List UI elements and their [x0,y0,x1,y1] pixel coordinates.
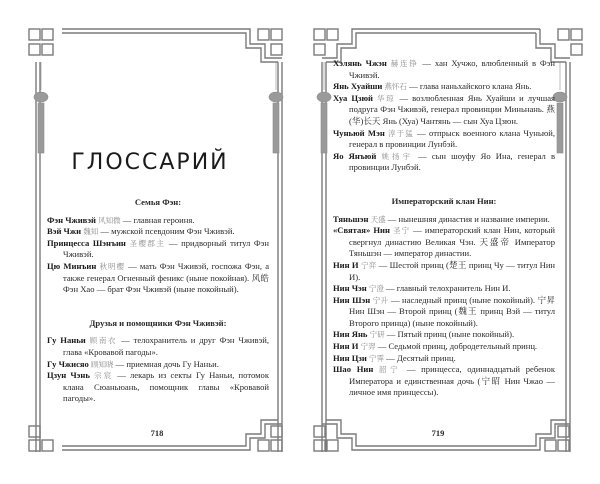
entry-text: — императорский клан Нин, который свергнул династию Великая Чэн. 天盛帝 Император Тяньшэн — император династии. [349,225,555,259]
glossary-entry [47,215,269,227]
glossary-entry [333,353,555,365]
entry-text: — сын шоуфу Яо Ина, генерал в провинции Лунбэй. [349,150,556,173]
entry-cjk: 风知微 [98,215,121,225]
entry-name: Нин Чэн [333,283,367,294]
glossary-entry [333,260,555,283]
entry-text: — главный телохранитель Нин И. [383,283,511,294]
glossary-entry [333,58,555,81]
entry-cjk: 宁霁 [368,353,384,363]
entry-name: Цзун Чэнь [47,370,90,381]
entry-cjk: 天盛 [370,214,386,224]
glossary-entry [333,364,555,399]
glossary-entry [47,335,269,358]
tassel-left [317,62,331,153]
entry-text: — отпрыск военного клана Чуньюй, генерал в провинции Лунбэй. [349,127,555,150]
entry-name: Нин Шэн [333,294,371,305]
entry-name: Хуа Цзюй [333,92,373,103]
entry-text: — Пятый принц (ныне покойный). [384,329,515,340]
entry-cjk: 宁弈 [360,260,377,270]
entry-cjk: 姚扬宇 [381,151,413,161]
entry-name: Нин Цзи [333,352,367,363]
entry-name: Нин И [333,341,359,352]
entry-name: Тяньшэн [333,213,369,224]
page-title: ГЛОССАРИЙ [71,150,229,175]
entry-name: Янь Хуайши [333,81,383,92]
page-number: 719 [431,428,445,438]
entry-text: — лекарь из секты Гу Наньи, потомок клана Сюаньюань, помощник главы «Кровавой пагоды». [63,370,270,404]
entry-text: — мужской псевдоним Фэн Чживэй. [98,226,235,237]
entry-cjk: 顾知晓 [91,359,114,369]
glossary-entry [333,128,555,151]
tassel-right [553,62,567,153]
glossary-entry [47,370,269,405]
glossary-entry [333,329,555,341]
page-number: 718 [150,428,164,438]
entry-text: — телохранитель и друг Фэн Чживэй, глава «Кровавой пагоды». [63,335,270,357]
right-page [300,0,600,484]
entry-name: Принцесса Шэнъин [47,237,126,248]
entry-name: Нин И [333,259,359,270]
entry-cjk: 淳于猛 [388,128,414,138]
entry-text: — Шестой принц (楚王 принц Чу — титул Нин И). [349,259,556,282]
glossary-entry [333,295,555,330]
glossary-content-right [333,58,555,399]
entry-text: — мать Фэн Чживэй, госпожа Фэн, а также генерал Огненный феникс (ныне покойная). 风皓 Фэн Хао — брат Фэн Чживэй (ныне покойный). [63,260,270,295]
entry-cjk: 魏知 [83,227,99,237]
entry-name: Гу Чжисяо [47,358,89,369]
entry-cjk: 秋明樱 [99,261,125,271]
entry-cjk: 华琼 [376,93,396,103]
glossary-entry [47,359,269,371]
entry-text: — главная героиня. [120,214,195,225]
entry-cjk: 宁研 [369,330,385,340]
entry-name: Шао Нин [333,364,374,375]
tassel-right [269,62,283,153]
glossary-entry [333,151,555,174]
entry-name: Гу Наньи [47,335,86,346]
glossary-entry [333,283,555,295]
entry-text: — наследный принц (ныне покойный). 宁昇 Нин Шэн — Второй принц (魏王 принц Вэй — титул Второго принца) (ныне покойный). [349,294,556,328]
entry-cjk: 宁升 [372,295,389,305]
glossary-entry [333,93,555,128]
section-heading: Друзья и помощники Фэн Чживэй: [89,317,227,328]
glossary-entry [47,226,269,238]
entry-name: Вэй Чжи [47,226,82,237]
entry-text: — нынешняя династия и название империи. [385,213,550,224]
entry-cjk: 燕怀石 [384,82,408,92]
entry-text: — принцесса, одиннадцатый ребенок Императора и единственная дочь (宁昭 Нин Чжао — личное имя принцессы). [349,364,555,398]
entry-name: Цю Минъин [47,260,97,271]
glossary-entry [333,341,555,353]
entry-text: — Десятый принц. [383,352,456,363]
entry-cjk: 圣樱郡主 [129,238,166,248]
glossary-entry [333,225,555,260]
entry-text: — приемная дочь Гу Наньи. [113,358,219,369]
entry-cjk: 顾南衣 [89,336,118,346]
glossary-entry [47,261,269,296]
entry-text: — хан Хучжо, влюбленный в Фэн Чживэй. [349,58,555,80]
entry-text: — Седьмой принц, добродетельный принц. [375,341,538,352]
entry-name: Фэн Чживэй [47,214,96,225]
entry-name: Нин Янь [333,329,368,340]
entry-cjk: 圣宁 [393,226,411,236]
entry-cjk: 宁羿 [360,342,376,352]
entry-cjk: 赫连铮 [390,59,419,68]
entry-cjk: 宁澄 [368,284,384,294]
section-heading: Семья Фэн: [134,197,182,207]
entry-cjk: 韶宁 [379,365,402,375]
entry-name: Чуньюй Мэн [333,127,385,138]
entry-text: — возлюбленная Янь Хуайши и лучшая подруга Фэн Чживэй, генерал провинции Миньнань. 燕(华)长天 Янь (Хуа) Чантянь — сын Хуа Цзюн. [349,92,556,126]
entry-name: Хэлянь Чжэн [333,58,387,68]
entry-cjk: 宗宸 [94,371,114,381]
entry-name: Яо Янъюй [333,150,377,161]
glossary-content-left [47,197,269,405]
glossary-entry [333,214,555,226]
glossary-entry [47,238,269,261]
entry-text: — придворный титул Фэн Чживэй. [63,237,270,260]
glossary-entry [333,81,555,93]
entry-name: «Святая» Нин [333,225,390,236]
entry-text: — глава наньхайского клана Янь. [407,81,532,92]
section-heading: Императорский клан Нин: [391,195,497,206]
